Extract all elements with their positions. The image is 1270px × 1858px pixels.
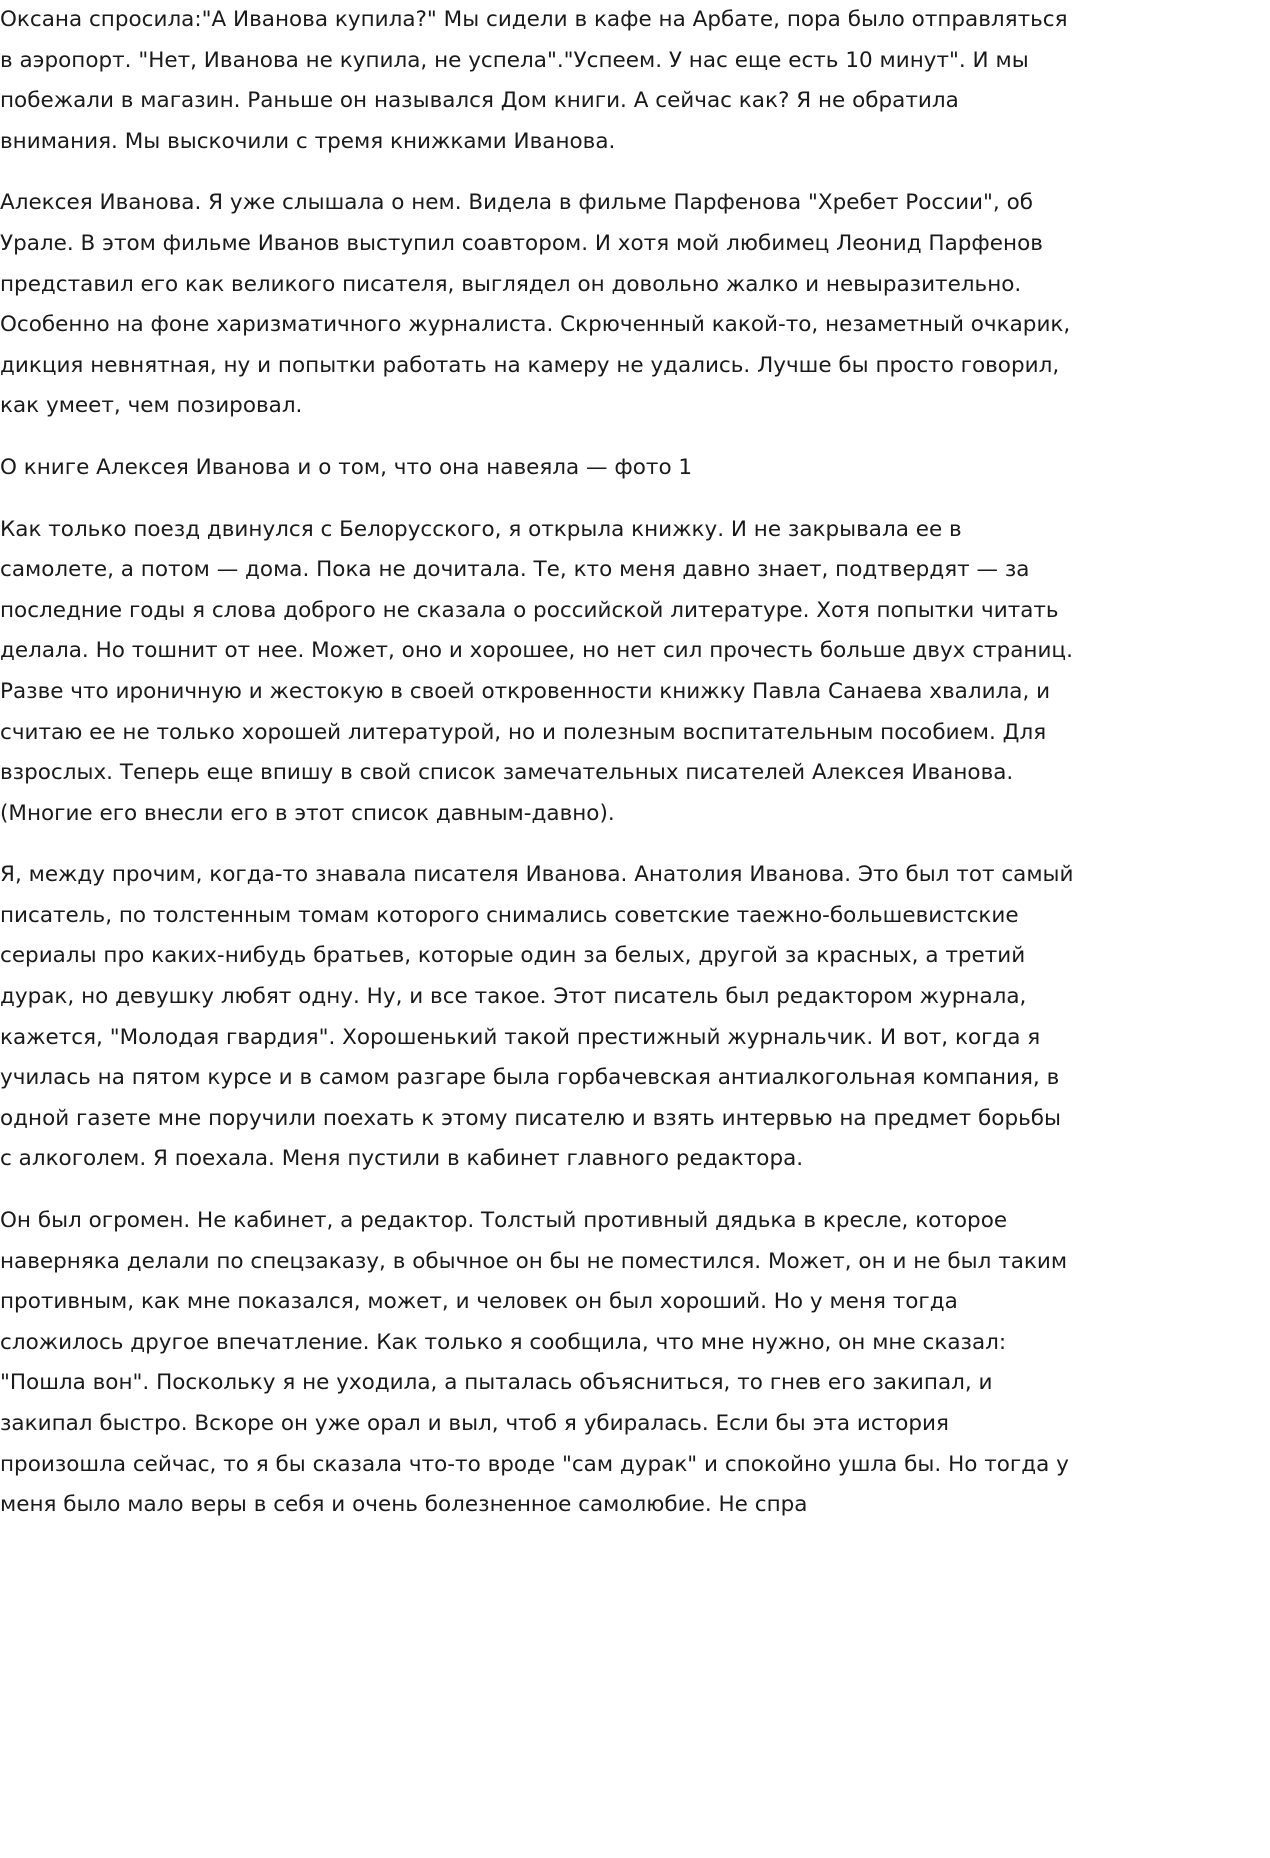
paragraph-5: Он был огромен. Не кабинет, а редактор. Толстый противный дядька в кресле, которое наверняка делали по спецзаказу, в обычное он бы не поместился. Может, он и не был таким противным, как мне показался, может, и человек он был хороший. Но у меня тогда сложилось другое впечатление. Как только я сообщила, что мне нужно, он мне сказал: "Пошла вон". Поскольку я не уходила, а пыталась объясниться, то гнев его закипал, и закипал быстро. Вскоре он уже орал и выл, чтоб я убиралась. Если бы эта история произошла сейчас, то я бы сказала что-то вроде "сам дурак" и спокойно ушла бы. Но тогда у меня было мало веры в себя и очень болезненное самолюбие. Не спра <box>0 1208 1069 1518</box>
paragraph-4: Я, между прочим, когда-то знавала писателя Иванова. Анатолия Иванова. Это был тот самый писатель, по толстенным томам которого снимались советские таежно-большевистские сериалы про каких-нибудь братьев, которые один за белых, другой за красных, а третий дурак, но девушку любят одну. Ну, и все такое. Этот писатель был редактором журнала, кажется, "Молодая гвардия". Хорошенький такой престижный журнальчик. И вот, когда я училась на пятом курсе и в самом разгаре была горбачевская антиалкогольная компания, в одной газете мне поручили поехать к этому писателю и взять интервью на предмет борьбы с алкоголем. Я поехала. Меня пустили в кабинет главного редактора. <box>0 862 1074 1172</box>
paragraph-3: Как только поезд двинулся с Белорусского, я открыла книжку. И не закрывала ее в самолете, а потом — дома. Пока не дочитала. Те, кто меня давно знает, подтвердят — за последние годы я слова доброго не сказала о российской литературе. Хотя попытки читать делала. Но тошнит от нее. Может, оно и хорошее, но нет сил прочесть больше двух страниц. Разве что ироничную и жестокую в своей откровенности книжку Павла Санаева хвалила, и считаю ее не только хорошей литературой, но и полезным воспитательным пособием. Для взрослых. Теперь еще впишу в свой список замечательных писателей Алексея Иванова. (Многие его внесли его в этот список давным-давно). <box>0 516 1073 826</box>
paragraph-1: Оксана спросила:"А Иванова купила?" Мы сидели в кафе на Арбате, пора было отправляться в аэропорт. "Нет, Иванова не купила, не успела"."Успеем. У нас еще есть 10 минут". И мы побежали в магазин. Раньше он назывался Дом книги. А сейчас как? Я не обратила внимания. Мы выскочили с тремя книжками Иванова. <box>0 7 1068 154</box>
paragraph-2: Алексея Иванова. Я уже слышала о нем. Видела в фильме Парфенова "Хребет России", об Урале. В этом фильме Иванов выступил соавтором. И хотя мой любимец Леонид Парфенов представил его как великого писателя, выглядел он довольно жалко и невыразительно. Особенно на фоне харизматичного журналиста. Скрюченный какой-то, незаметный очкарик, дикция невнятная, ну и попытки работать на камеру не удались. Лучше бы просто говорил, как умеет, чем позировал. <box>0 190 1071 419</box>
photo-caption: О книге Алексея Иванова и о том, что она навеяла — фото 1 <box>0 454 693 480</box>
